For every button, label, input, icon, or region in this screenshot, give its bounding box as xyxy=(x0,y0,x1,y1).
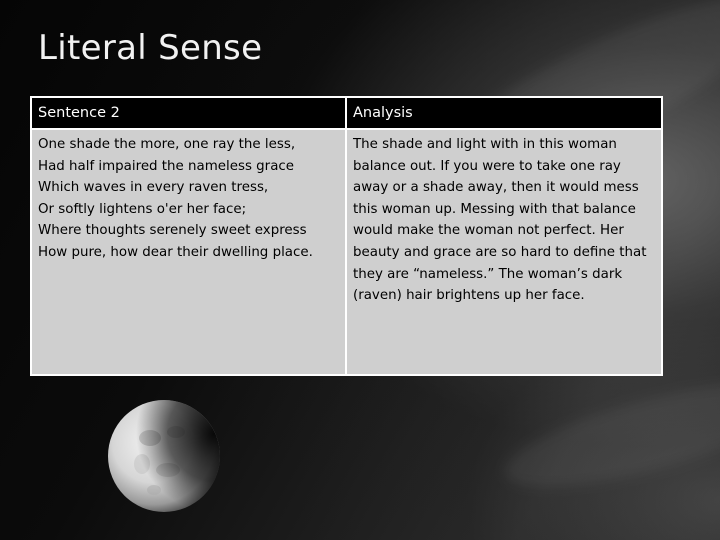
poem-cell xyxy=(31,129,346,375)
light-streak xyxy=(496,362,720,507)
analysis-cell xyxy=(346,129,662,375)
analysis-text: The shade and light with in this woman balance out. If you were to take one ray away or a shade away, then it would mess this woman up. Messing with that balance would make the woman not perfect. Her beauty and grace are so hard to define that they are “nameless.” The woman’s dark (raven) hair brightens up her face. xyxy=(353,137,647,304)
poem-line: Or softly lightens o'er her face; xyxy=(38,201,247,217)
content-table xyxy=(30,96,663,376)
header-analysis: Analysis xyxy=(346,97,662,129)
poem-line: Had half impaired the nameless grace xyxy=(38,158,294,174)
header-sentence: Sentence 2 xyxy=(31,97,346,129)
moon-graphic xyxy=(106,398,222,514)
poem-line: How pure, how dear their dwelling place. xyxy=(38,244,313,260)
slide-title: Literal Sense xyxy=(38,28,263,68)
table-header-row xyxy=(31,97,662,129)
poem-line: Which waves in every raven tress, xyxy=(38,180,269,196)
poem-line: One shade the more, one ray the less, xyxy=(38,137,296,152)
table-row xyxy=(31,129,662,375)
poem-line: Where thoughts serenely sweet express xyxy=(38,223,307,239)
